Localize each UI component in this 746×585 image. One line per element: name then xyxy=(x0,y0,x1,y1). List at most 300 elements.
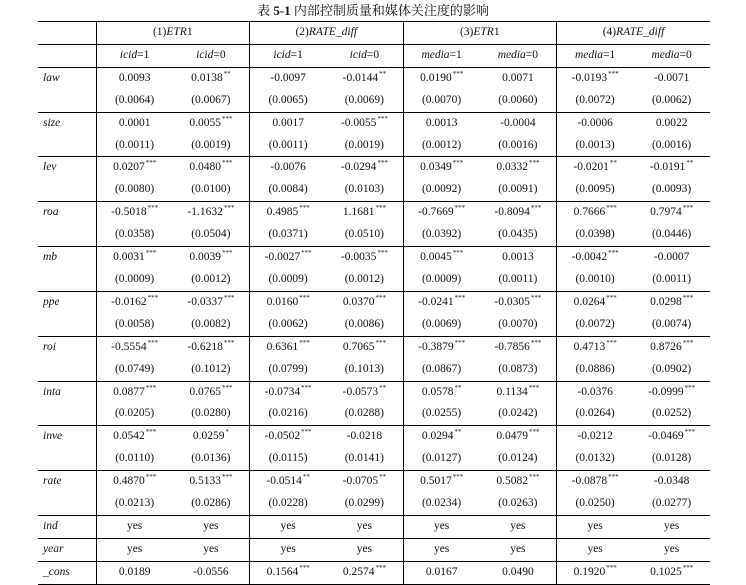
significance-stars: *** xyxy=(375,563,386,572)
coef-cell xyxy=(480,112,557,134)
significance-stars: ** xyxy=(454,383,462,392)
coef-value: -0.0035 xyxy=(340,251,377,264)
group-name: ETR xyxy=(166,26,187,38)
coef-value: -0.0097 xyxy=(270,71,306,84)
significance-stars: ** xyxy=(302,473,310,482)
fixed-cell: yes xyxy=(633,515,710,538)
coef-value: -0.0294 xyxy=(340,161,377,174)
regression-table-body xyxy=(38,22,710,585)
se-cell: (0.0124) xyxy=(480,448,557,470)
se-blank xyxy=(38,179,96,201)
coef-value: 0.0542 xyxy=(113,430,145,443)
se-cell: (0.0110) xyxy=(115,452,155,465)
coef-value: -0.0201 xyxy=(573,161,609,174)
significance-stars: *** xyxy=(530,293,542,302)
coef-value: -0.0218 xyxy=(346,430,383,443)
header-subgroup xyxy=(250,44,327,67)
coef-cell xyxy=(403,67,480,89)
variable-name: ind xyxy=(38,515,96,538)
coef-cell xyxy=(96,247,173,269)
coef-cell xyxy=(173,247,250,269)
coef-value: 0.0264 xyxy=(573,295,606,308)
se-cell: (0.0009) xyxy=(114,272,155,285)
se-cell: (0.0435) xyxy=(480,224,557,246)
coef-cell xyxy=(480,291,557,313)
significance-stars: *** xyxy=(221,249,233,258)
se-cell: (0.0012) xyxy=(421,138,462,151)
header-subgroup xyxy=(633,44,710,67)
se-cell: (0.0058) xyxy=(114,317,155,330)
fixed-cell: yes xyxy=(633,538,710,561)
fixed-cell: yes xyxy=(326,538,403,561)
significance-stars: *** xyxy=(454,204,466,213)
se-cell: (0.0091) xyxy=(480,179,557,201)
coef-cell xyxy=(480,471,557,493)
coef-cell xyxy=(633,157,710,179)
coef-cell xyxy=(96,112,173,134)
table-row-se xyxy=(38,359,710,381)
significance-stars: *** xyxy=(301,383,312,392)
coef-value: -0.0348 xyxy=(653,475,690,488)
coef-value: 0.0013 xyxy=(502,251,534,264)
coef-cell xyxy=(633,202,710,224)
se-cell: (0.0286) xyxy=(173,493,250,515)
se-cell: (0.0141) xyxy=(326,448,403,470)
se-cell: (0.0136) xyxy=(173,448,250,470)
coef-value: -0.0705 xyxy=(342,475,379,488)
se-cell: (0.0510) xyxy=(326,224,403,246)
subgroup-name: media xyxy=(497,48,526,61)
coef-value: 0.0259 xyxy=(192,430,225,443)
coef-cell xyxy=(557,336,634,358)
se-cell: (0.0064) xyxy=(114,93,155,106)
coef-value: -0.0004 xyxy=(500,116,536,129)
coef-value: 0.4870 xyxy=(113,475,145,488)
se-blank xyxy=(38,403,96,425)
coef-cell xyxy=(250,157,327,179)
significance-stars: *** xyxy=(375,293,386,302)
se-cell: (0.0100) xyxy=(173,179,250,201)
coef-cell xyxy=(557,471,634,493)
header-subgroup xyxy=(403,44,480,67)
coef-value: -0.0556 xyxy=(193,565,229,578)
significance-stars: *** xyxy=(375,204,386,213)
coef-value: 0.0479 xyxy=(496,430,528,443)
se-cell: (0.0011) xyxy=(652,272,692,285)
coef-value: -0.7669 xyxy=(418,206,454,219)
fixed-cell: yes xyxy=(480,515,557,538)
coef-cell xyxy=(403,381,480,403)
se-cell: (0.0093) xyxy=(651,183,692,196)
table-row xyxy=(38,157,710,179)
coef-value: 0.6361 xyxy=(266,340,299,353)
table-row-se xyxy=(38,269,710,291)
table-row xyxy=(38,381,710,403)
coef-cell xyxy=(96,67,173,89)
coef-cell xyxy=(173,471,250,493)
significance-stars: *** xyxy=(684,383,696,392)
significance-stars: *** xyxy=(454,338,466,347)
se-cell: (0.0288) xyxy=(326,403,403,425)
variable-name: year xyxy=(38,538,96,561)
fixed-cell: yes xyxy=(557,515,634,538)
se-cell: (0.0016) xyxy=(651,138,692,151)
coef-cell xyxy=(250,471,327,493)
se-cell: (0.0128) xyxy=(651,452,692,465)
variable-name: _cons xyxy=(38,561,96,584)
coef-cell xyxy=(480,247,557,269)
significance-stars: ** xyxy=(379,383,387,392)
se-blank xyxy=(38,224,96,246)
coef-cell xyxy=(403,247,480,269)
significance-stars: *** xyxy=(682,204,694,213)
se-cell: (0.0504) xyxy=(173,224,250,246)
se-cell: (0.0069) xyxy=(421,317,462,330)
coef-value: 0.1025 xyxy=(650,565,682,578)
subgroup-name: icid xyxy=(196,48,214,61)
significance-stars: *** xyxy=(299,293,310,302)
coef-value: 0.0071 xyxy=(502,71,534,84)
significance-stars: *** xyxy=(452,69,464,78)
se-cell: (0.0084) xyxy=(268,183,308,196)
significance-stars: *** xyxy=(223,293,235,302)
variable-name: inta xyxy=(38,381,96,403)
coef-value: -0.0027 xyxy=(264,251,301,264)
subgroup-name: media xyxy=(574,48,604,61)
group-name: RATE_diff xyxy=(308,26,358,38)
coef-value: 0.8726 xyxy=(650,340,682,353)
significance-stars: *** xyxy=(147,204,159,213)
coef-value: -0.0212 xyxy=(577,430,613,443)
coef-value: 0.0190 xyxy=(420,71,452,84)
group-number: (3) xyxy=(459,26,474,38)
header-group xyxy=(557,22,711,45)
coef-value: -0.0734 xyxy=(264,385,301,398)
se-cell: (0.0358) xyxy=(114,228,155,241)
se-cell: (0.0065) xyxy=(268,93,308,106)
coef-cell xyxy=(557,112,634,134)
significance-stars: *** xyxy=(682,563,694,572)
significance-stars: *** xyxy=(528,383,540,392)
caption-number: 5-1 xyxy=(273,3,291,18)
se-cell: (0.0264) xyxy=(575,407,615,420)
coef-value: -0.3879 xyxy=(418,340,454,353)
variable-name: mb xyxy=(38,247,96,269)
variable-name: roi xyxy=(38,336,96,358)
se-blank xyxy=(38,359,96,381)
significance-stars: *** xyxy=(375,338,386,347)
table-row-se xyxy=(38,224,710,246)
significance-stars: ** xyxy=(223,69,231,78)
coef-value: -0.0999 xyxy=(648,385,684,398)
coef-cell xyxy=(557,426,634,448)
coef-cell xyxy=(326,336,403,358)
fixed-cell: yes xyxy=(173,515,250,538)
table-row xyxy=(38,247,710,269)
coef-value: 0.0039 xyxy=(189,251,221,264)
significance-stars: *** xyxy=(608,69,619,78)
header-subgroup xyxy=(557,44,634,67)
significance-stars: *** xyxy=(606,338,617,347)
coef-cell xyxy=(557,561,634,584)
coef-cell xyxy=(403,202,480,224)
coef-value: -0.0241 xyxy=(418,295,454,308)
significance-stars: *** xyxy=(606,293,617,302)
subgroup-value: =1 xyxy=(290,48,303,61)
coef-cell xyxy=(96,471,173,493)
coef-cell xyxy=(633,561,710,584)
coef-value: -0.0469 xyxy=(648,430,684,443)
header-subgroup xyxy=(326,44,403,67)
table-row xyxy=(38,336,710,358)
significance-stars: *** xyxy=(221,473,233,482)
significance-stars: *** xyxy=(301,249,312,258)
coef-value: -1.1632 xyxy=(187,206,223,219)
se-cell: (0.0252) xyxy=(651,407,692,420)
subgroup-value: =1 xyxy=(137,48,150,61)
coef-value: -0.0042 xyxy=(571,251,608,264)
coef-cell xyxy=(173,381,250,403)
coef-cell xyxy=(403,561,480,584)
caption-prefix: 表 xyxy=(257,3,271,18)
subgroup-value: =0 xyxy=(679,48,692,61)
coef-value: 0.0877 xyxy=(113,385,145,398)
coef-cell xyxy=(173,336,250,358)
coef-value: 0.0298 xyxy=(650,295,682,308)
coef-cell xyxy=(173,426,250,448)
group-suffix: 1 xyxy=(493,26,500,38)
table-caption xyxy=(0,3,746,19)
significance-stars: *** xyxy=(221,383,233,392)
se-cell: (0.0092) xyxy=(421,183,462,196)
se-cell: (0.0867) xyxy=(421,362,462,375)
se-cell: (0.0013) xyxy=(575,138,615,151)
coef-cell xyxy=(633,336,710,358)
se-cell: (0.0072) xyxy=(575,317,615,330)
significance-stars: ** xyxy=(686,159,694,168)
table-row-se xyxy=(38,179,710,201)
se-cell: (0.0012) xyxy=(173,269,250,291)
coef-cell xyxy=(403,112,480,134)
coef-cell xyxy=(326,112,403,134)
coef-cell xyxy=(326,202,403,224)
coef-value: 0.1134 xyxy=(496,385,528,398)
coef-value: 0.0480 xyxy=(189,161,221,174)
coef-cell xyxy=(173,291,250,313)
se-cell: (0.0228) xyxy=(268,497,308,510)
coef-cell xyxy=(96,426,173,448)
coef-value: 0.7065 xyxy=(342,340,375,353)
variable-name: rate xyxy=(38,471,96,493)
se-cell: (0.0115) xyxy=(268,452,308,465)
header-row-groups xyxy=(38,22,710,45)
coef-cell xyxy=(557,157,634,179)
coef-cell xyxy=(326,291,403,313)
se-blank xyxy=(38,90,96,112)
coef-value: 0.0765 xyxy=(189,385,221,398)
se-cell: (0.0299) xyxy=(326,493,403,515)
header-subgroup xyxy=(480,44,557,67)
subgroup-value: =1 xyxy=(449,48,462,61)
fixed-cell: yes xyxy=(96,515,173,538)
header-group xyxy=(250,22,404,45)
significance-stars: *** xyxy=(145,383,157,392)
subgroup-name: media xyxy=(651,48,680,61)
variable-name: inve xyxy=(38,426,96,448)
significance-stars: *** xyxy=(608,249,619,258)
significance-stars: *** xyxy=(299,204,310,213)
coef-value: 0.0045 xyxy=(420,251,452,264)
subgroup-value: =0 xyxy=(213,48,226,61)
coef-value: -0.0376 xyxy=(577,385,613,398)
coef-cell xyxy=(250,202,327,224)
coef-value: 0.0160 xyxy=(266,295,299,308)
coef-cell xyxy=(96,157,173,179)
coef-value: -0.0502 xyxy=(264,430,301,443)
header-group xyxy=(403,22,557,45)
se-cell: (0.0012) xyxy=(326,269,403,291)
coef-value: -0.0144 xyxy=(342,71,379,84)
coef-cell xyxy=(173,157,250,179)
table-row-cons xyxy=(38,561,710,584)
significance-stars: *** xyxy=(454,293,466,302)
coef-cell xyxy=(326,426,403,448)
coef-value: 0.0207 xyxy=(113,161,145,174)
coef-cell xyxy=(480,157,557,179)
se-cell: (0.0446) xyxy=(651,228,692,241)
coef-value: 0.0370 xyxy=(342,295,375,308)
header-blank xyxy=(38,44,96,67)
coef-cell xyxy=(96,202,173,224)
coef-cell xyxy=(633,247,710,269)
significance-stars: *** xyxy=(145,249,157,258)
significance-stars: *** xyxy=(452,159,464,168)
group-name: RATE_diff xyxy=(616,26,665,38)
coef-value: 0.5082 xyxy=(496,475,528,488)
se-cell: (0.0009) xyxy=(268,272,308,285)
subgroup-name: icid xyxy=(273,48,291,61)
coef-value: 0.0332 xyxy=(496,161,528,174)
coef-cell xyxy=(173,561,250,584)
coef-value: -0.0191 xyxy=(649,161,686,174)
fixed-cell: yes xyxy=(557,538,634,561)
caption-title: 内部控制质量和媒体关注度的影响 xyxy=(293,3,489,18)
se-cell: (0.0280) xyxy=(173,403,250,425)
coef-value: 0.0294 xyxy=(421,430,454,443)
significance-stars: *** xyxy=(452,473,464,482)
coef-cell xyxy=(173,67,250,89)
coef-value: -0.0076 xyxy=(270,161,306,174)
coef-cell xyxy=(250,247,327,269)
table-row-fixed xyxy=(38,538,710,561)
table-row-se xyxy=(38,314,710,336)
se-cell: (0.0371) xyxy=(268,228,308,241)
fixed-cell: yes xyxy=(250,515,327,538)
se-cell: (0.0216) xyxy=(268,407,308,420)
coef-cell xyxy=(326,381,403,403)
coef-cell xyxy=(480,561,557,584)
se-cell: (0.0095) xyxy=(575,183,615,196)
group-suffix: 1 xyxy=(186,26,193,38)
significance-stars: *** xyxy=(608,473,619,482)
significance-stars: *** xyxy=(528,428,540,437)
table-row xyxy=(38,67,710,89)
significance-stars: ** xyxy=(379,69,387,78)
coef-cell xyxy=(403,157,480,179)
variable-name: size xyxy=(38,112,96,134)
regression-table xyxy=(38,21,710,585)
se-cell: (0.0011) xyxy=(268,138,308,151)
se-cell: (0.0060) xyxy=(480,90,557,112)
table-row xyxy=(38,426,710,448)
coef-cell xyxy=(480,426,557,448)
se-cell: (0.0070) xyxy=(480,314,557,336)
table-row-se xyxy=(38,90,710,112)
coef-cell xyxy=(96,561,173,584)
subgroup-value: =0 xyxy=(525,48,539,61)
se-cell: (0.0074) xyxy=(651,317,692,330)
significance-stars: *** xyxy=(299,563,310,572)
table-row xyxy=(38,112,710,134)
coef-cell xyxy=(557,67,634,89)
coef-value: -0.5018 xyxy=(111,206,147,219)
se-cell: (0.0255) xyxy=(421,407,462,420)
significance-stars: *** xyxy=(221,159,233,168)
coef-value: 0.0189 xyxy=(118,565,151,578)
se-cell: (0.0010) xyxy=(575,272,615,285)
significance-stars: *** xyxy=(145,159,157,168)
coef-value: 0.0017 xyxy=(272,116,304,129)
significance-stars: *** xyxy=(223,338,235,347)
coef-cell xyxy=(557,202,634,224)
coef-value: 0.7666 xyxy=(573,206,606,219)
table-row-se xyxy=(38,135,710,157)
coef-cell xyxy=(557,381,634,403)
coef-value: 0.0167 xyxy=(425,565,458,578)
coef-cell xyxy=(96,336,173,358)
variable-name: ppe xyxy=(38,291,96,313)
coef-value: -0.5554 xyxy=(111,340,147,353)
se-cell: (0.0069) xyxy=(326,90,403,112)
significance-stars: *** xyxy=(377,249,388,258)
subgroup-name: icid xyxy=(119,48,138,61)
table-row xyxy=(38,471,710,493)
se-cell: (0.0019) xyxy=(326,135,403,157)
coef-cell xyxy=(633,112,710,134)
subgroup-name: icid xyxy=(349,48,367,61)
se-cell: (0.0127) xyxy=(421,452,462,465)
coef-value: 1.1681 xyxy=(342,206,375,219)
variable-name: lev xyxy=(38,157,96,179)
table-row xyxy=(38,291,710,313)
significance-stars: *** xyxy=(606,563,617,572)
coef-value: 0.0138 xyxy=(191,71,223,84)
coef-cell xyxy=(403,291,480,313)
coef-value: 0.4713 xyxy=(573,340,606,353)
header-blank xyxy=(38,22,96,45)
variable-name: law xyxy=(38,67,96,89)
coef-value: -0.0193 xyxy=(571,71,608,84)
significance-stars: *** xyxy=(606,204,617,213)
se-cell: (0.0213) xyxy=(114,497,155,510)
se-blank xyxy=(38,135,96,157)
coef-value: -0.0878 xyxy=(571,475,608,488)
se-cell: (0.0011) xyxy=(480,269,557,291)
significance-stars: * xyxy=(225,428,229,437)
subgroup-value: =0 xyxy=(366,48,380,61)
coef-value: 0.1920 xyxy=(573,565,606,578)
fixed-cell: yes xyxy=(480,538,557,561)
